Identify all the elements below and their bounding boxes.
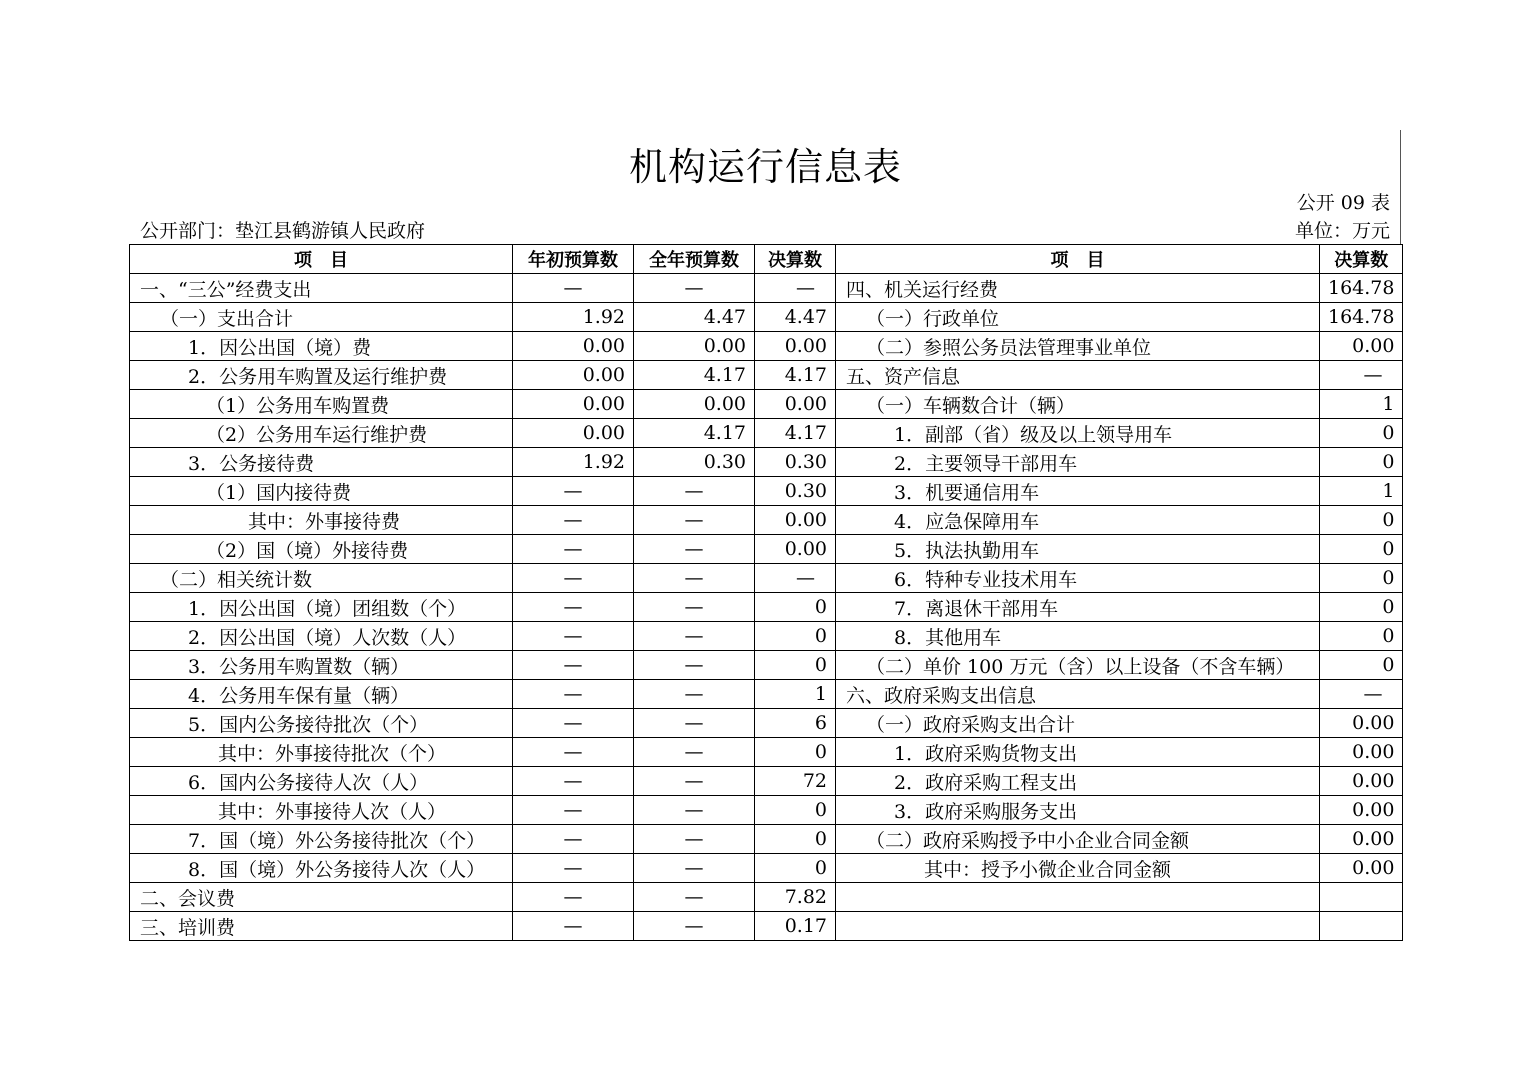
final-right-cell: 0.00 (1320, 738, 1403, 767)
final-cell: 4.17 (755, 419, 836, 448)
final-cell: 0 (755, 854, 836, 883)
initial-budget-cell: — (513, 274, 634, 303)
final-right-cell: 0 (1320, 506, 1403, 535)
item-left-cell: （1）公务用车购置费 (130, 390, 513, 419)
annual-budget-cell: 0.30 (634, 448, 755, 477)
table-row (130, 390, 1403, 419)
annual-budget-cell: 4.17 (634, 419, 755, 448)
annual-budget-cell: — (634, 506, 755, 535)
final-right-cell: 1 (1320, 477, 1403, 506)
annual-budget-cell: — (634, 738, 755, 767)
initial-budget-cell: — (513, 506, 634, 535)
annual-budget-cell: — (634, 854, 755, 883)
info-table (129, 244, 1403, 941)
final-right-cell (1320, 883, 1403, 912)
initial-budget-cell: 0.00 (513, 390, 634, 419)
annual-budget-cell: 0.00 (634, 332, 755, 361)
item-right-cell: （二）政府采购授予中小企业合同金额 (836, 825, 1320, 854)
final-cell: 0 (755, 796, 836, 825)
annual-budget-cell: — (634, 825, 755, 854)
item-left-cell: 三、培训费 (130, 912, 513, 941)
item-left-cell: 1．因公出国（境）费 (130, 332, 513, 361)
table-row (130, 680, 1403, 709)
item-right-cell: （二）参照公务员法管理事业单位 (836, 332, 1320, 361)
department-label: 公开部门：垫江县鹤游镇人民政府 (140, 220, 426, 242)
final-right-cell: — (1320, 680, 1403, 709)
item-left-cell: （二）相关统计数 (130, 564, 513, 593)
final-cell: 1 (755, 680, 836, 709)
final-cell: 0 (755, 825, 836, 854)
annual-budget-cell: — (634, 680, 755, 709)
final-right-cell: 0 (1320, 419, 1403, 448)
table-row (130, 883, 1403, 912)
item-left-cell: 2．因公出国（境）人次数（人） (130, 622, 513, 651)
item-left-cell: 3．公务用车购置数（辆） (130, 651, 513, 680)
item-left-cell: 二、会议费 (130, 883, 513, 912)
table-row (130, 854, 1403, 883)
final-right-cell: 0 (1320, 448, 1403, 477)
annual-budget-cell: — (634, 593, 755, 622)
table-row (130, 651, 1403, 680)
annual-budget-cell: — (634, 883, 755, 912)
final-cell: 0.17 (755, 912, 836, 941)
initial-budget-cell: 1.92 (513, 448, 634, 477)
initial-budget-cell: — (513, 825, 634, 854)
item-left-cell: （1）国内接待费 (130, 477, 513, 506)
table-row (130, 303, 1403, 332)
final-right-cell: 0 (1320, 535, 1403, 564)
initial-budget-cell: 0.00 (513, 361, 634, 390)
table-header-row (130, 245, 1403, 274)
final-cell: 72 (755, 767, 836, 796)
item-right-cell: 8．其他用车 (836, 622, 1320, 651)
final-cell: 0 (755, 651, 836, 680)
final-right-cell: 0.00 (1320, 854, 1403, 883)
initial-budget-cell: — (513, 477, 634, 506)
annual-budget-cell: — (634, 535, 755, 564)
final-cell: 4.17 (755, 361, 836, 390)
item-right-cell: 1．政府采购货物支出 (836, 738, 1320, 767)
initial-budget-cell: — (513, 680, 634, 709)
final-right-cell: 1 (1320, 390, 1403, 419)
item-left-cell: 8．国（境）外公务接待人次（人） (130, 854, 513, 883)
item-left-cell: 3．公务接待费 (130, 448, 513, 477)
header-final-right: 决算数 (1320, 245, 1403, 274)
table-row (130, 593, 1403, 622)
final-right-cell (1320, 912, 1403, 941)
annual-budget-cell: 0.00 (634, 390, 755, 419)
table-row (130, 738, 1403, 767)
table-row (130, 709, 1403, 738)
final-cell: 6 (755, 709, 836, 738)
annual-budget-cell: 4.17 (634, 361, 755, 390)
header-annual-budget: 全年预算数 (634, 245, 755, 274)
final-cell: 7.82 (755, 883, 836, 912)
table-row (130, 622, 1403, 651)
initial-budget-cell: — (513, 593, 634, 622)
final-cell: — (755, 564, 836, 593)
item-left-cell: 其中：外事接待人次（人） (130, 796, 513, 825)
item-right-cell: 六、政府采购支出信息 (836, 680, 1320, 709)
item-right-cell: （二）单价 100 万元（含）以上设备（不含车辆） (836, 651, 1320, 680)
table-row (130, 767, 1403, 796)
header-final: 决算数 (755, 245, 836, 274)
final-cell: 0 (755, 738, 836, 767)
table-row (130, 796, 1403, 825)
final-right-cell: 0 (1320, 651, 1403, 680)
item-left-cell: 一、“三公”经费支出 (130, 274, 513, 303)
initial-budget-cell: — (513, 767, 634, 796)
item-right-cell: 1．副部（省）级及以上领导用车 (836, 419, 1320, 448)
item-right-cell: 3．政府采购服务支出 (836, 796, 1320, 825)
final-cell: 0.30 (755, 448, 836, 477)
item-right-cell: 2．主要领导干部用车 (836, 448, 1320, 477)
item-left-cell: （2）国（境）外接待费 (130, 535, 513, 564)
annual-budget-cell: — (634, 796, 755, 825)
item-left-cell: 其中：外事接待费 (130, 506, 513, 535)
item-left-cell: 4．公务用车保有量（辆） (130, 680, 513, 709)
final-right-cell: 0.00 (1320, 709, 1403, 738)
initial-budget-cell: 0.00 (513, 419, 634, 448)
final-right-cell: 0.00 (1320, 332, 1403, 361)
final-right-cell: 0.00 (1320, 825, 1403, 854)
table-row (130, 477, 1403, 506)
item-right-cell: 6．特种专业技术用车 (836, 564, 1320, 593)
annual-budget-cell: — (634, 709, 755, 738)
initial-budget-cell: — (513, 564, 634, 593)
item-left-cell: （2）公务用车运行维护费 (130, 419, 513, 448)
item-right-cell (836, 912, 1320, 941)
final-right-cell: 0.00 (1320, 767, 1403, 796)
initial-budget-cell: — (513, 738, 634, 767)
annual-budget-cell: — (634, 274, 755, 303)
item-right-cell: 四、机关运行经费 (836, 274, 1320, 303)
annual-budget-cell: — (634, 477, 755, 506)
final-right-cell: 0 (1320, 593, 1403, 622)
table-row (130, 506, 1403, 535)
table-row (130, 448, 1403, 477)
final-right-cell: 0.00 (1320, 796, 1403, 825)
final-cell: 0.00 (755, 535, 836, 564)
item-left-cell: （一）支出合计 (130, 303, 513, 332)
unit-label: 单位：万元 (1294, 220, 1390, 242)
item-right-cell: 2．政府采购工程支出 (836, 767, 1320, 796)
form-number: 公开 09 表 (1296, 192, 1390, 214)
table-row (130, 912, 1403, 941)
final-cell: 0 (755, 593, 836, 622)
initial-budget-cell: 0.00 (513, 332, 634, 361)
item-right-cell: （一）车辆数合计（辆） (836, 390, 1320, 419)
table-row (130, 419, 1403, 448)
annual-budget-cell: — (634, 622, 755, 651)
initial-budget-cell: — (513, 709, 634, 738)
item-right-cell: （一）政府采购支出合计 (836, 709, 1320, 738)
initial-budget-cell: 1.92 (513, 303, 634, 332)
item-right-cell: 3．机要通信用车 (836, 477, 1320, 506)
initial-budget-cell: — (513, 883, 634, 912)
item-left-cell: 5．国内公务接待批次（个） (130, 709, 513, 738)
table-row (130, 361, 1403, 390)
final-right-cell: 0 (1320, 564, 1403, 593)
item-right-cell: （一）行政单位 (836, 303, 1320, 332)
header-initial-budget: 年初预算数 (513, 245, 634, 274)
item-left-cell: 其中：外事接待批次（个） (130, 738, 513, 767)
header-item-right: 项 目 (836, 245, 1320, 274)
final-cell: 0.00 (755, 506, 836, 535)
item-left-cell: 1．因公出国（境）团组数（个） (130, 593, 513, 622)
item-right-cell: 7．离退休干部用车 (836, 593, 1320, 622)
final-cell: 0.30 (755, 477, 836, 506)
final-cell: 0.00 (755, 390, 836, 419)
item-right-cell: 5．执法执勤用车 (836, 535, 1320, 564)
final-right-cell: 164.78 (1320, 274, 1403, 303)
annual-budget-cell: 4.47 (634, 303, 755, 332)
table-row (130, 274, 1403, 303)
page-title: 机构运行信息表 (628, 145, 902, 189)
initial-budget-cell: — (513, 796, 634, 825)
initial-budget-cell: — (513, 622, 634, 651)
item-left-cell: 2．公务用车购置及运行维护费 (130, 361, 513, 390)
initial-budget-cell: — (513, 651, 634, 680)
final-right-cell: — (1320, 361, 1403, 390)
final-cell: 0 (755, 622, 836, 651)
table-row (130, 535, 1403, 564)
item-left-cell: 7．国（境）外公务接待批次（个） (130, 825, 513, 854)
table-row (130, 825, 1403, 854)
item-right-cell: 4．应急保障用车 (836, 506, 1320, 535)
final-cell: 4.47 (755, 303, 836, 332)
item-right-cell: 五、资产信息 (836, 361, 1320, 390)
header-item: 项 目 (130, 245, 513, 274)
final-cell: — (755, 274, 836, 303)
table-row (130, 332, 1403, 361)
final-right-cell: 0 (1320, 622, 1403, 651)
annual-budget-cell: — (634, 651, 755, 680)
annual-budget-cell: — (634, 767, 755, 796)
initial-budget-cell: — (513, 854, 634, 883)
initial-budget-cell: — (513, 535, 634, 564)
initial-budget-cell: — (513, 912, 634, 941)
final-cell: 0.00 (755, 332, 836, 361)
item-left-cell: 6．国内公务接待人次（人） (130, 767, 513, 796)
table-row (130, 564, 1403, 593)
item-right-cell (836, 883, 1320, 912)
item-right-cell: 其中：授予小微企业合同金额 (836, 854, 1320, 883)
final-right-cell: 164.78 (1320, 303, 1403, 332)
annual-budget-cell: — (634, 912, 755, 941)
annual-budget-cell: — (634, 564, 755, 593)
